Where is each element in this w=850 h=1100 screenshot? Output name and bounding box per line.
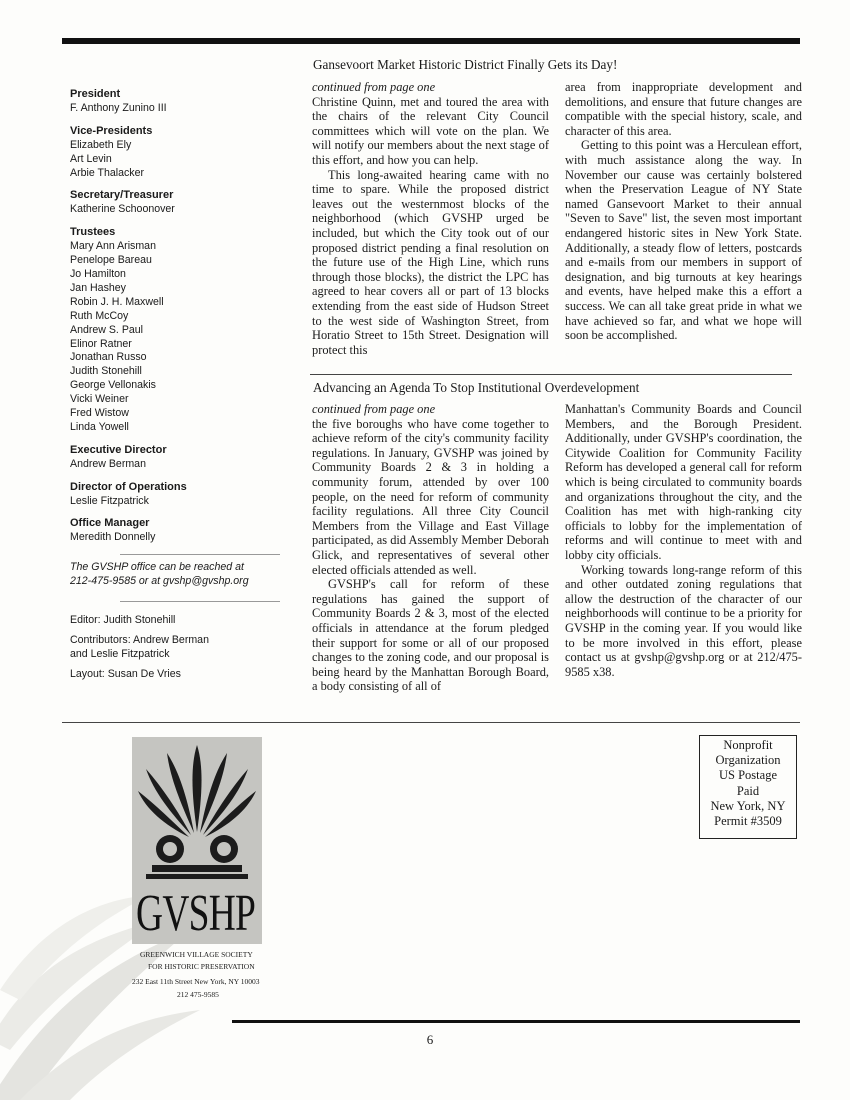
logo-address: 232 East 11th Street New York, NY 10003 xyxy=(132,977,260,986)
postage-line: Organization xyxy=(715,753,781,768)
trustee-name: Elinor Ratner xyxy=(70,337,132,350)
trustee-name: Ruth McCoy xyxy=(70,309,129,322)
trustee-name: Jonathan Russo xyxy=(70,351,147,364)
secretary-group xyxy=(70,189,260,217)
logo-phone: 212 475-9585 xyxy=(177,990,219,999)
trustee-name: Robin J. H. Maxwell xyxy=(70,295,164,308)
vp-name: Art Levin xyxy=(70,152,112,165)
article1-column-left xyxy=(312,80,549,357)
sidebar-divider xyxy=(120,601,280,602)
trustee-name: Vicki Weiner xyxy=(70,393,129,406)
office-contact-note xyxy=(70,561,260,589)
article1-paragraph: Christine Quinn, met and toured the area with the chairs of the relevant City Council committees which will vote on the plan. We will notify our members about the next stage of this effort, and how you can help. xyxy=(312,94,549,167)
president-name: F. Anthony Zunino III xyxy=(70,101,167,114)
footer-rule xyxy=(232,1020,800,1023)
trustees-heading: Trustees xyxy=(70,226,116,239)
logo-wordmark: GVSHP xyxy=(136,885,256,942)
postage-line: New York, NY xyxy=(710,798,786,813)
logo-society-name: GREENWICH VILLAGE SOCIETY xyxy=(140,950,253,959)
article2-continued-note: continued from page one xyxy=(312,402,436,416)
operations-heading: Director of Operations xyxy=(70,480,187,493)
postage-line: Nonprofit xyxy=(723,738,773,752)
postage-indicia-box xyxy=(699,735,797,839)
sidebar-divider xyxy=(120,554,280,555)
sidebar-masthead xyxy=(70,88,260,688)
trustee-name: Judith Stonehill xyxy=(70,365,142,378)
article2-paragraph: Manhattan's Community Boards and Council Members, and the Borough President. Additionally, under GVSHP's coordination, the Citywide Coalition for Community Facility Reform has developed a general call for reform which is being circulated to community boards and organizations throughout the city, and the Coalition has met with high-ranking city officials to lobby for the implementation of reforms and will continue to meet with and lobby city officials. xyxy=(565,402,802,562)
top-rule xyxy=(62,38,800,44)
office-note-line: The GVSHP office can be reached at xyxy=(70,561,244,574)
editor-credit: Editor: Judith Stonehill xyxy=(70,614,176,627)
logo-society-name: FOR HISTORIC PRESERVATION xyxy=(148,962,255,971)
operations-name: Leslie Fitzpatrick xyxy=(70,494,149,507)
contributors-line: and Leslie Fitzpatrick xyxy=(70,647,170,660)
vp-heading: Vice-Presidents xyxy=(70,124,153,137)
contributors-line: Contributors: Andrew Berman xyxy=(70,634,209,646)
secretary-heading: Secretary/Treasurer xyxy=(70,189,174,202)
trustee-name: Jan Hashey xyxy=(70,281,126,294)
trustee-name: Penelope Bareau xyxy=(70,254,152,267)
office-note-line: 212-475-9585 or at gvshp@gvshp.org xyxy=(70,575,249,588)
vp-name: Arbie Thalacker xyxy=(70,166,144,179)
postage-line: Paid xyxy=(736,783,760,798)
trustee-name: Mary Ann Arisman xyxy=(70,240,156,253)
page-number: 6 xyxy=(426,1032,434,1047)
bottom-rule xyxy=(62,722,800,723)
article-divider-rule xyxy=(310,374,792,375)
office-manager-name: Meredith Donnelly xyxy=(70,531,156,544)
article1-title: Gansevoort Market Historic District Finally Gets its Day! xyxy=(313,57,618,72)
secretary-name: Katherine Schoonover xyxy=(70,203,175,216)
executive-director-heading: Executive Director xyxy=(70,443,167,456)
article2-paragraph: the five boroughs who have come together to achieve reform of the city's community facility regulations. In January, GVSHP was joined by Community Boards 2 & 3 in holding a community forum, attended by over 100 people, on the need for reform of community facility regulations. All three City Council Members from the Village and East Village participated, as did Assembly Member Deborah Glick, and representatives of several other elected officials attended as well. xyxy=(312,416,549,577)
postage-line: Permit #3509 xyxy=(714,814,782,829)
article1-paragraph: area from inappropriate development and demolitions, and ensure that future changes are compatible with the special history, scale, and character of this area. xyxy=(565,80,802,138)
anthemion-ornament-icon xyxy=(132,737,262,887)
postage-line: US Postage xyxy=(719,768,777,783)
article2-paragraph: GVSHP's call for reform of these regulations has gained the support of Community Boards 2 & 3, most of the elected officials in attendance at the forum pledged their support for some or all of our proposed changes to the zoning code, and our proposal is being heard by the Manhattan Borough Board, a body consisting of all of xyxy=(312,577,549,694)
article1-continued-note: continued from page one xyxy=(312,80,436,94)
article2-column-right xyxy=(565,402,802,679)
trustee-name: Fred Wistow xyxy=(70,407,129,420)
office-manager-group xyxy=(70,517,260,545)
trustees-group xyxy=(70,226,260,435)
layout-credit: Layout: Susan De Vries xyxy=(70,667,181,680)
trustee-name: Andrew S. Paul xyxy=(70,323,144,336)
executive-director-group xyxy=(70,444,260,472)
article1-paragraph: Getting to this point was a Herculean effort, with much assistance along the way. In November our cause was certainly bolstered when the Preservation League of NY State named Gansevoort Market to their annual "Seven to Save" list, the seven most important endangered historic sites in New York State. Additionally, a steady flow of letters, postcards and e-mails from our members in support of designation, and big turnouts at key hearings and events, have helped make this a effort a success. We can all take great pride in what we have achieved so far, and what we hope will soon be accomplished. xyxy=(565,138,802,343)
president-heading: President xyxy=(70,88,121,100)
article1-paragraph: This long-awaited hearing came with no time to spare. While the proposed district leaves out the westernmost blocks of the neighborhood (which GVSHP urged be included, but which the City took out of our proposed district pending a final resolution on the future use of the High Line, which runs through those blocks), the district the LPC has agreed to hear covers all or part of 13 blocks extending from the east side of Hudson Street to the west side of Washington Street, from Horatio Street to 15th Street. Designation will protect this xyxy=(312,167,549,357)
article2-paragraph: Working towards long-range reform of this and other outdated zoning regulations that allow the destruction of the character of our neighborhoods will continue to be a priority for GVSHP in the coming year. If you would like to be more involved in this effort, please contact us at gvshp@gvshp.org or at 212/475-9585 x38. xyxy=(565,562,802,679)
trustee-name: Jo Hamilton xyxy=(70,267,126,280)
trustee-name: Linda Yowell xyxy=(70,420,129,433)
article2-column-left xyxy=(312,402,549,694)
office-manager-heading: Office Manager xyxy=(70,517,150,530)
president-group xyxy=(70,88,260,116)
vp-name: Elizabeth Ely xyxy=(70,138,132,151)
article1-column-right xyxy=(565,80,802,343)
operations-group xyxy=(70,481,260,509)
executive-director-name: Andrew Berman xyxy=(70,457,146,470)
trustee-name: George Vellonakis xyxy=(70,379,156,392)
contributors-credit xyxy=(70,634,260,662)
article2-title: Advancing an Agenda To Stop Institutional Overdevelopment xyxy=(313,380,640,395)
vp-group xyxy=(70,125,260,181)
